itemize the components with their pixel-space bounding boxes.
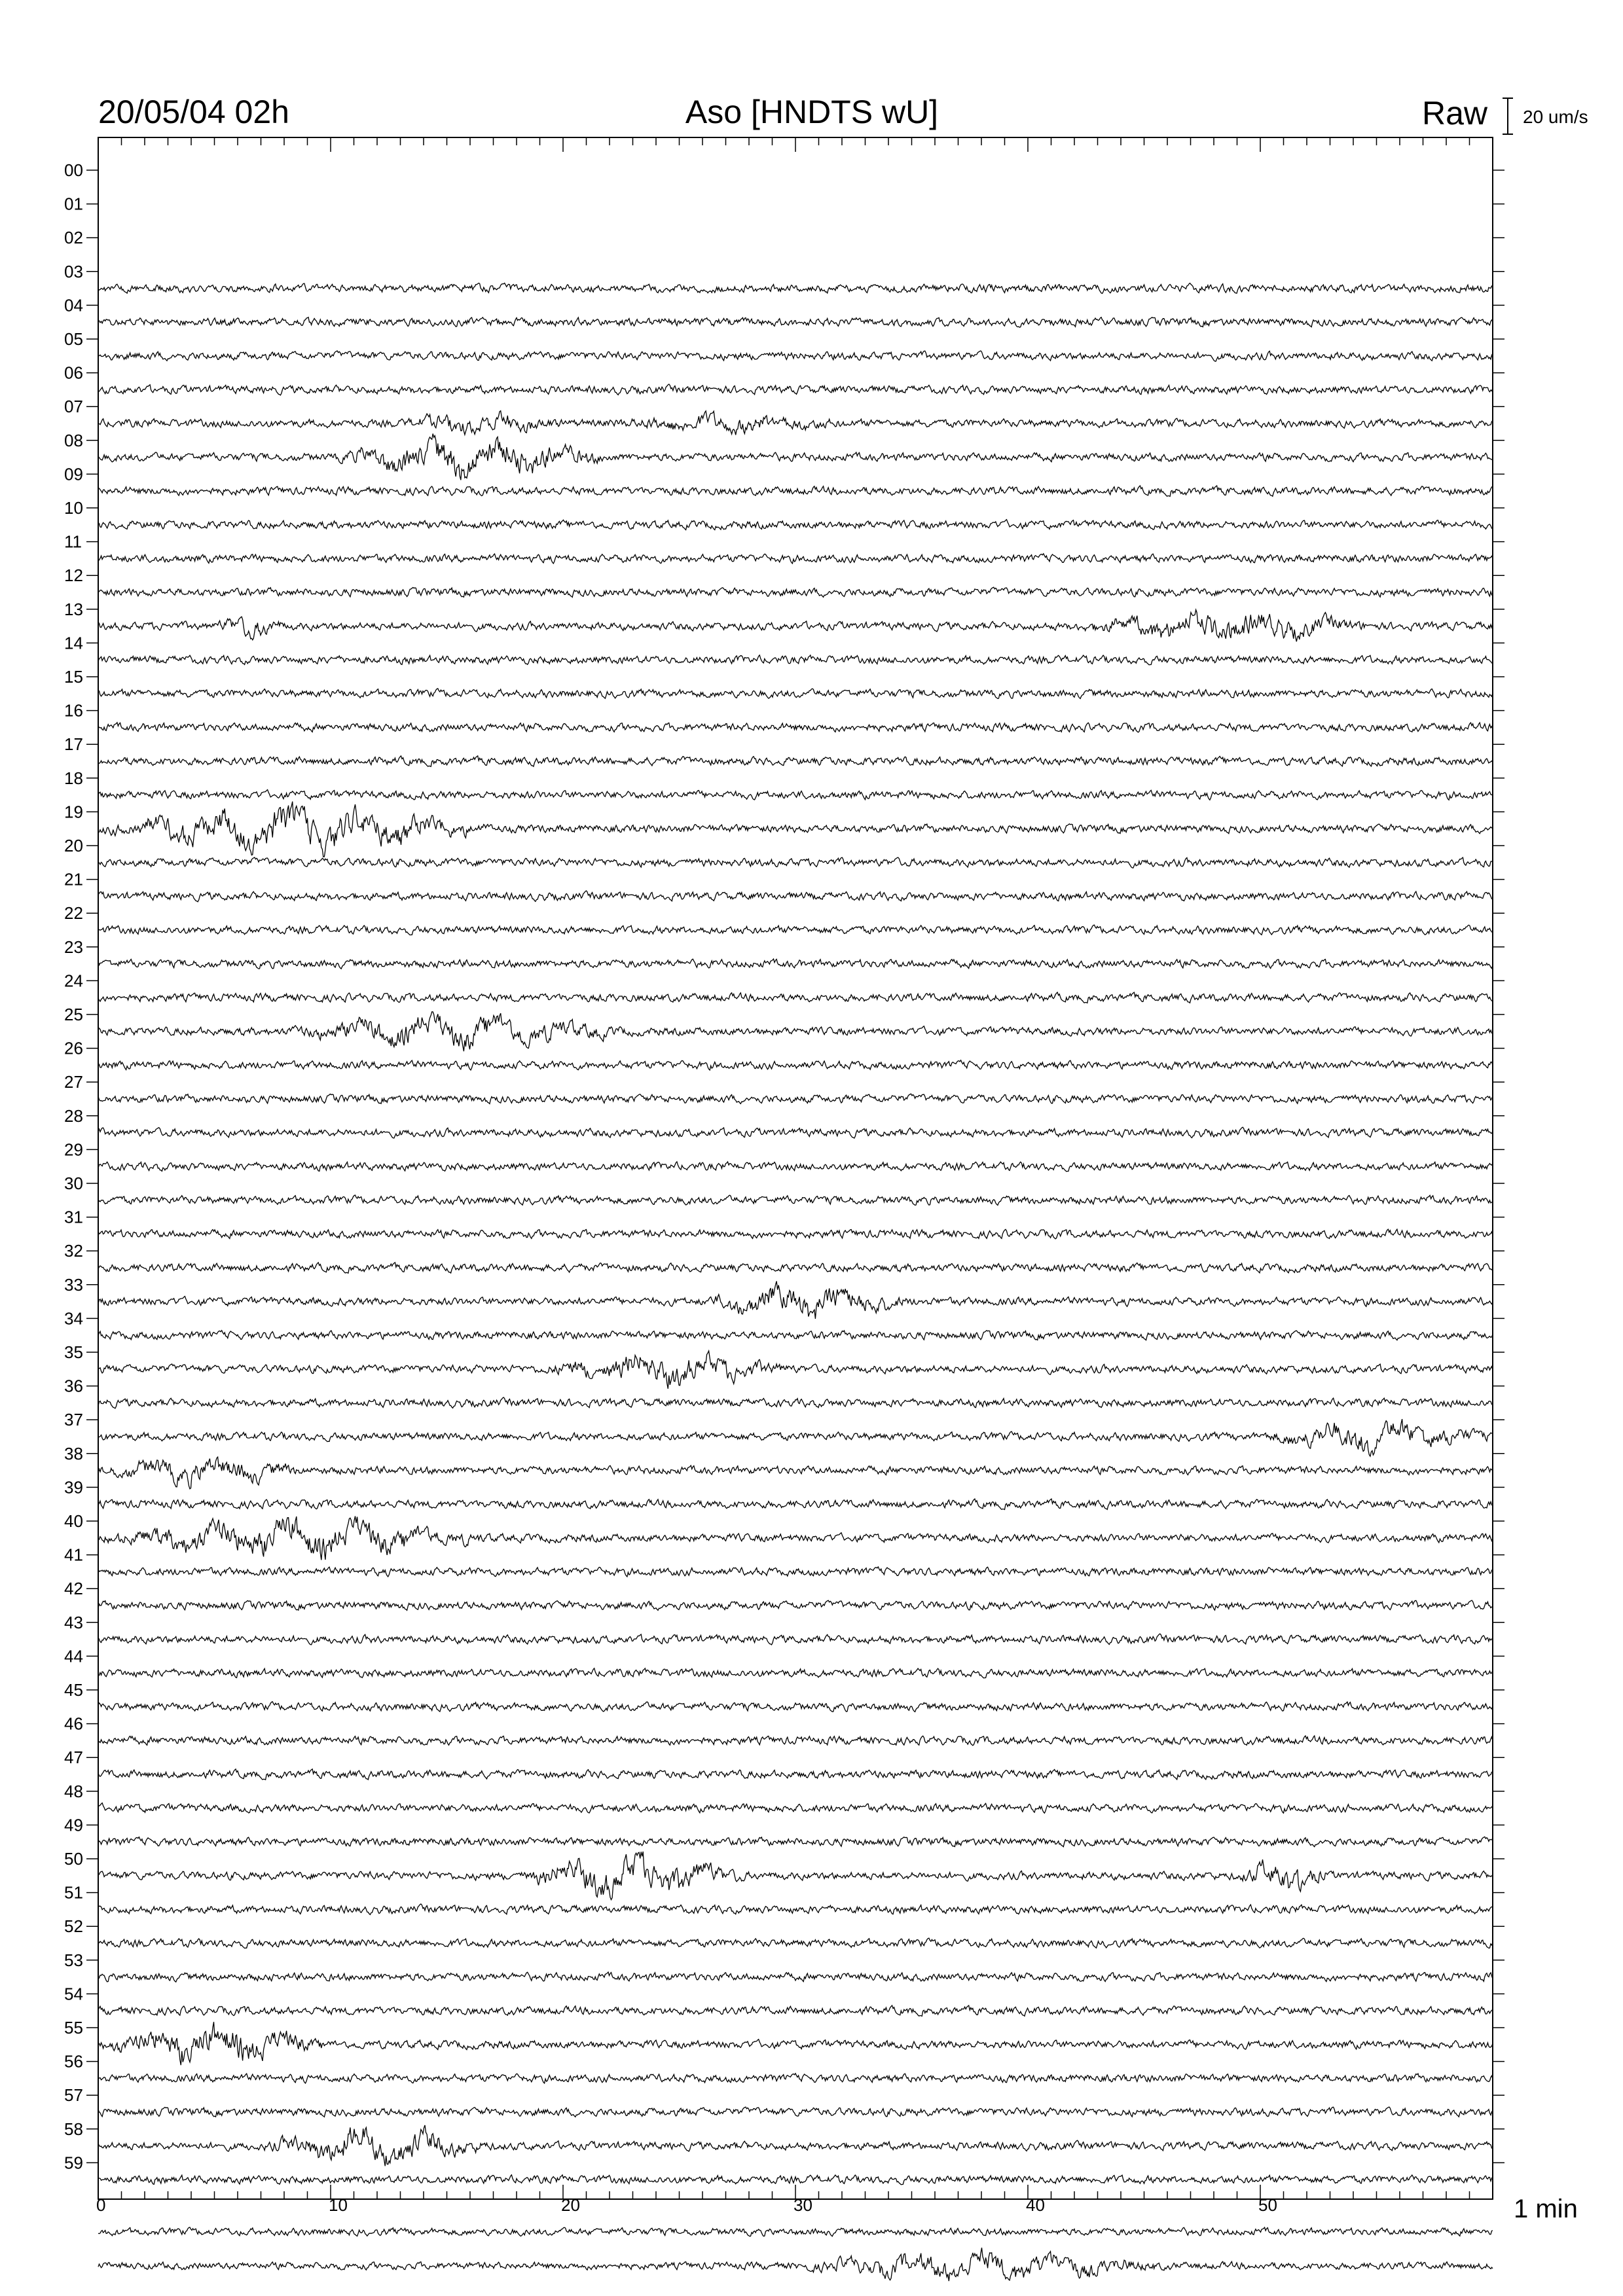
trace-row-22 bbox=[98, 925, 1493, 935]
row-label: 24 bbox=[64, 971, 83, 991]
trace-row-41 bbox=[98, 1567, 1493, 1577]
row-label: 41 bbox=[64, 1545, 83, 1565]
trace-continuation-2 bbox=[98, 2248, 1493, 2281]
x-tick-label: 0 bbox=[96, 2195, 106, 2215]
row-label: 32 bbox=[64, 1241, 83, 1261]
trace-row-28 bbox=[98, 1127, 1493, 1138]
trace-row-13 bbox=[98, 610, 1493, 642]
trace-row-58 bbox=[98, 2125, 1493, 2166]
row-label: 14 bbox=[64, 633, 83, 653]
trace-row-34 bbox=[98, 1331, 1493, 1340]
row-label: 40 bbox=[64, 1511, 83, 1531]
row-label: 50 bbox=[64, 1849, 83, 1869]
trace-row-03 bbox=[98, 283, 1493, 294]
trace-row-11 bbox=[98, 554, 1493, 564]
row-label: 15 bbox=[64, 667, 83, 687]
row-label: 23 bbox=[64, 937, 83, 957]
x-tick-label: 10 bbox=[329, 2195, 348, 2215]
trace-row-15 bbox=[98, 689, 1493, 698]
row-label: 26 bbox=[64, 1038, 83, 1058]
row-label: 55 bbox=[64, 2018, 83, 2037]
row-label: 18 bbox=[64, 768, 83, 788]
trace-row-47 bbox=[98, 1769, 1493, 1780]
row-label: 45 bbox=[64, 1680, 83, 1700]
trace-row-08 bbox=[98, 434, 1493, 480]
row-label: 11 bbox=[64, 531, 82, 552]
row-label: 31 bbox=[64, 1207, 83, 1227]
row-label: 20 bbox=[64, 836, 83, 855]
row-label: 01 bbox=[64, 194, 83, 214]
row-label: 43 bbox=[64, 1612, 83, 1632]
row-label: 28 bbox=[64, 1105, 83, 1126]
trace-row-45 bbox=[98, 1702, 1493, 1712]
time-unit-label: 1 min bbox=[1514, 2195, 1578, 2223]
trace-row-46 bbox=[98, 1736, 1493, 1746]
trace-row-39 bbox=[98, 1499, 1493, 1509]
trace-row-20 bbox=[98, 857, 1493, 868]
x-tick-label: 50 bbox=[1258, 2195, 1277, 2215]
row-label: 13 bbox=[64, 599, 83, 619]
trace-row-44 bbox=[98, 1668, 1493, 1678]
row-label: 03 bbox=[64, 261, 83, 281]
row-label: 46 bbox=[64, 1713, 83, 1734]
trace-row-36 bbox=[98, 1397, 1493, 1408]
trace-row-53 bbox=[98, 1972, 1493, 1982]
trace-row-32 bbox=[98, 1263, 1493, 1273]
scale-label: 20 um/s bbox=[1523, 107, 1588, 127]
row-label: 42 bbox=[64, 1579, 83, 1599]
trace-row-29 bbox=[98, 1162, 1493, 1172]
row-label: 29 bbox=[64, 1139, 83, 1160]
trace-row-35 bbox=[98, 1351, 1493, 1389]
plot-frame bbox=[98, 137, 1493, 2199]
row-label: 00 bbox=[64, 160, 83, 180]
row-label: 34 bbox=[64, 1308, 83, 1329]
row-label: 52 bbox=[64, 1916, 83, 1937]
trace-row-54 bbox=[98, 2005, 1493, 2016]
trace-row-16 bbox=[98, 723, 1493, 732]
trace-row-18 bbox=[98, 790, 1493, 800]
row-label: 12 bbox=[64, 565, 83, 586]
trace-row-31 bbox=[98, 1229, 1493, 1239]
row-label: 02 bbox=[64, 228, 83, 248]
row-label: 17 bbox=[64, 734, 83, 755]
trace-row-57 bbox=[98, 2107, 1493, 2117]
row-label: 04 bbox=[64, 295, 83, 315]
x-tick-label: 30 bbox=[793, 2195, 812, 2215]
row-label: 22 bbox=[64, 903, 83, 924]
row-label: 53 bbox=[64, 1950, 83, 1970]
trace-row-25 bbox=[98, 1012, 1493, 1051]
trace-row-51 bbox=[98, 1904, 1493, 1914]
row-label: 58 bbox=[64, 2119, 83, 2139]
trace-row-12 bbox=[98, 587, 1493, 597]
row-label: 59 bbox=[64, 2153, 83, 2173]
row-label: 56 bbox=[64, 2051, 83, 2072]
trace-row-59 bbox=[98, 2175, 1493, 2185]
trace-row-52 bbox=[98, 1938, 1493, 1948]
row-label: 08 bbox=[64, 430, 83, 450]
mode-label: Raw bbox=[1421, 95, 1487, 132]
trace-row-50 bbox=[98, 1852, 1493, 1900]
trace-row-19 bbox=[98, 802, 1493, 857]
trace-row-42 bbox=[98, 1600, 1493, 1610]
row-label: 48 bbox=[64, 1781, 83, 1801]
row-label: 21 bbox=[64, 869, 83, 889]
trace-row-30 bbox=[98, 1195, 1493, 1205]
row-label: 38 bbox=[64, 1443, 83, 1463]
row-label: 25 bbox=[64, 1005, 83, 1024]
trace-row-06 bbox=[98, 384, 1493, 395]
trace-row-43 bbox=[98, 1634, 1493, 1645]
row-label: 39 bbox=[64, 1477, 83, 1498]
trace-row-55 bbox=[98, 2022, 1493, 2065]
trace-row-37 bbox=[98, 1419, 1493, 1456]
row-label: 27 bbox=[64, 1072, 83, 1092]
datetime-label: 20/05/04 02h bbox=[98, 94, 289, 130]
trace-row-56 bbox=[98, 2073, 1493, 2083]
row-label: 07 bbox=[64, 397, 83, 417]
row-label: 10 bbox=[64, 498, 83, 518]
row-label: 06 bbox=[64, 363, 83, 383]
row-label: 19 bbox=[64, 802, 83, 822]
trace-row-26 bbox=[98, 1060, 1493, 1070]
row-label: 47 bbox=[64, 1748, 83, 1768]
station-title: Aso [HNDTS wU] bbox=[685, 94, 939, 130]
row-label: 44 bbox=[64, 1646, 83, 1666]
row-label: 30 bbox=[64, 1174, 83, 1193]
trace-row-17 bbox=[98, 756, 1493, 766]
x-tick-label: 20 bbox=[561, 2195, 580, 2215]
row-label: 57 bbox=[64, 2085, 83, 2106]
trace-row-14 bbox=[98, 655, 1493, 665]
row-label: 33 bbox=[64, 1274, 83, 1295]
trace-row-33 bbox=[98, 1282, 1493, 1319]
row-label: 54 bbox=[64, 1984, 83, 2004]
row-label: 05 bbox=[64, 329, 83, 349]
trace-row-07 bbox=[98, 411, 1493, 435]
trace-row-21 bbox=[98, 891, 1493, 902]
trace-group bbox=[98, 283, 1493, 2282]
row-label: 36 bbox=[64, 1376, 83, 1396]
trace-row-24 bbox=[98, 992, 1493, 1003]
trace-row-40 bbox=[98, 1516, 1493, 1560]
trace-row-49 bbox=[98, 1837, 1493, 1846]
trace-row-05 bbox=[98, 351, 1493, 361]
trace-row-04 bbox=[98, 317, 1493, 327]
scale-bar bbox=[1503, 98, 1513, 134]
trace-row-48 bbox=[98, 1803, 1493, 1814]
row-label: 09 bbox=[64, 464, 83, 484]
row-label: 16 bbox=[64, 700, 83, 721]
minor-tick-group bbox=[98, 137, 1493, 2199]
x-tick-group bbox=[96, 2195, 1277, 2215]
row-label: 35 bbox=[64, 1342, 83, 1362]
row-label: 37 bbox=[64, 1410, 83, 1430]
x-tick-label: 40 bbox=[1026, 2195, 1045, 2215]
trace-continuation-1 bbox=[98, 2227, 1493, 2236]
trace-row-27 bbox=[98, 1094, 1493, 1103]
row-label: 51 bbox=[64, 1882, 83, 1903]
trace-row-38 bbox=[98, 1457, 1493, 1489]
trace-row-09 bbox=[98, 486, 1493, 496]
trace-row-10 bbox=[98, 520, 1493, 530]
trace-row-23 bbox=[98, 959, 1493, 969]
row-label: 49 bbox=[64, 1815, 83, 1835]
